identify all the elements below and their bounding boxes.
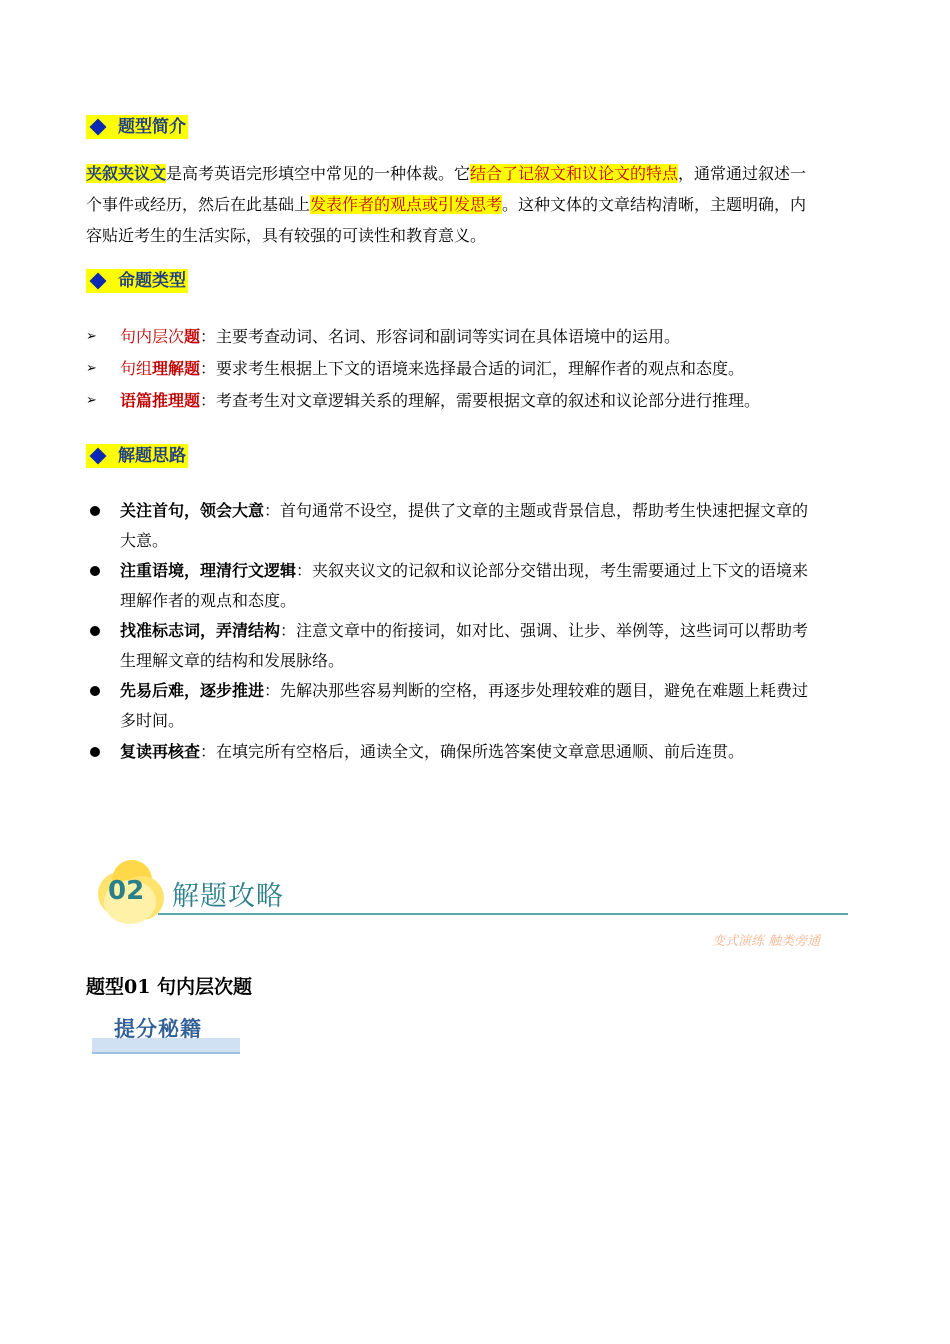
list-item: ➢ 句内层次题：主要考查动词、名词、形容词和副词等实词在具体语境中的运用。 — [86, 321, 876, 353]
section-heading-types: 命题类型 — [86, 269, 188, 293]
section-heading-approach: 解题思路 — [86, 444, 188, 468]
dot-bullet-icon — [86, 676, 120, 736]
section-banner — [88, 856, 858, 928]
banner-divider — [158, 913, 848, 915]
diamond-bullet-icon — [90, 273, 107, 290]
arrow-bullet-icon: ➢ — [86, 329, 97, 344]
arrow-bullet-icon: ➢ — [86, 361, 97, 376]
question-type-title: 题型01 句内层次题 — [86, 976, 253, 998]
list-item: ➢ 句组理解题：要求考生根据上下文的语境来选择最合适的词汇，理解作者的观点和态度。 — [86, 353, 876, 385]
diamond-bullet-icon — [90, 448, 107, 465]
banner-number: 02 — [108, 876, 145, 906]
diamond-bullet-icon — [90, 119, 107, 136]
arrow-bullet-icon: ➢ — [86, 393, 97, 408]
list-item: 找准标志词，弄清结构：注意文章中的衔接词，如对比、强调、让步、举例等，这些词可以帮助考 生理解文章的结构和发展脉络。 — [86, 616, 866, 676]
banner-subtitle: 变式演练 触类旁通 — [712, 934, 821, 949]
section-heading-intro: 题型简介 — [86, 115, 188, 139]
dot-bullet-icon — [86, 616, 120, 676]
dot-bullet-icon — [86, 737, 120, 767]
intro-paragraph: 夹叙夹议文是高考英语完形填空中常见的一种体裁。它结合了记叙文和议论文的特点，通常通过叙述一 个事件或经历，然后在此基础上发表作者的观点或引发思考。这种文体的文章结构清晰，主题明确，内 容贴近考生的生活实际，具有较强的可读性和教育意义。 — [86, 164, 807, 245]
list-item: 关注首句，领会大意：首句通常不设空，提供了文章的主题或背景信息，帮助考生快速把握文章的 大意。 — [86, 496, 866, 556]
list-item: 注重语境，理清行文逻辑：夹叙夹议文的记叙和议论部分交错出现，考生需要通过上下文的语境来 理解作者的观点和态度。 — [86, 556, 866, 616]
dot-bullet-icon — [86, 496, 120, 556]
list-item: 复读再核查：在填完所有空格后，通读全文，确保所选答案使文章意思通顺、前后连贯。 — [86, 737, 866, 767]
tip-label-badge — [92, 1012, 240, 1054]
list-item: ➢ 语篇推理题：考查考生对文章逻辑关系的理解，需要根据文章的叙述和议论部分进行推理。 — [86, 385, 876, 417]
tip-label-text: 提分秘籍 — [114, 1017, 202, 1041]
list-item: 先易后难，逐步推进：先解决那些容易判断的空格，再逐步处理较难的题目，避免在难题上耗费过 多时间。 — [86, 676, 866, 736]
dot-bullet-icon — [86, 556, 120, 616]
banner-title: 解题攻略 — [172, 881, 284, 912]
